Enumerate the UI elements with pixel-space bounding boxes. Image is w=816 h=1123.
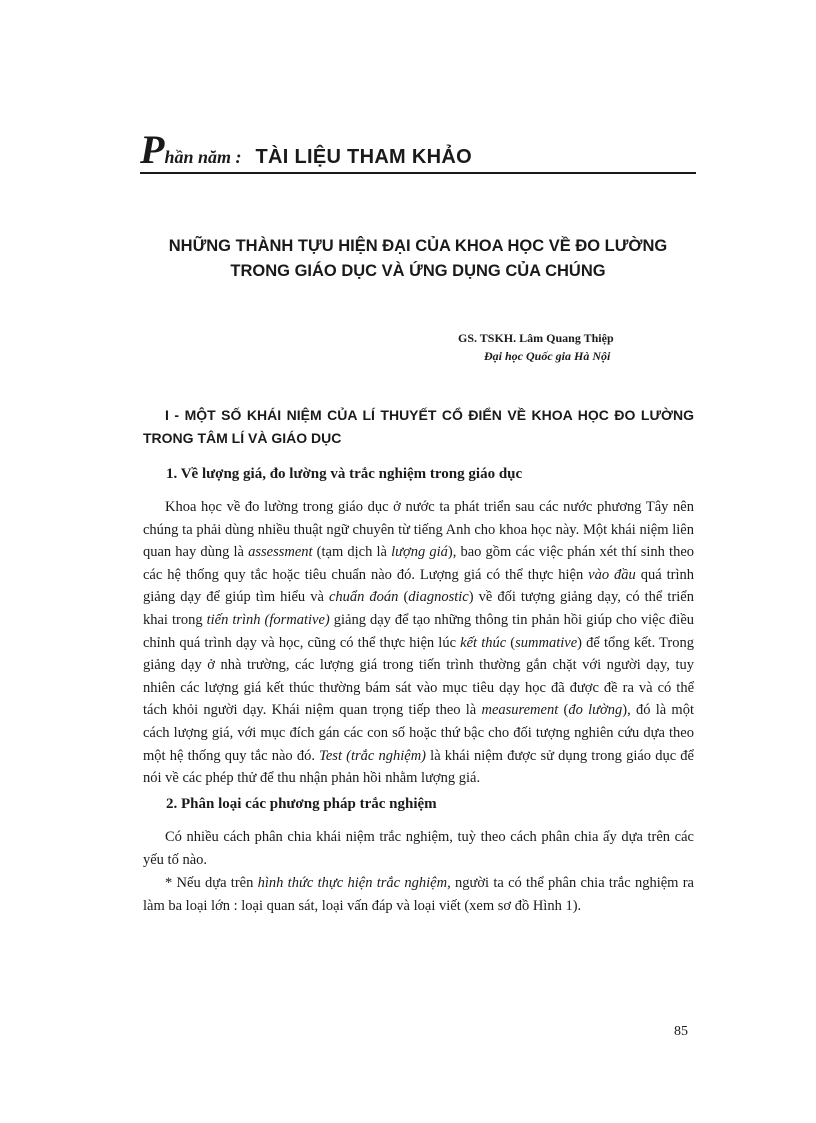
author-affiliation: Đại học Quốc gia Hà Nội <box>484 349 611 363</box>
paragraph-forms: * Nếu dựa trên hình thức thực hiện trắc nghiệm, người ta có thể phân chia trắc nghiệm ra làm ba loại lớn : loại quan sát, loại vấn đáp và loại viết (xem sơ đồ Hình 1). <box>143 875 694 914</box>
subsection-heading-1: 1. Về lượng giá, đo lường và trắc nghiệm trong giáo dục <box>166 466 523 482</box>
article-title <box>120 234 716 284</box>
paragraph-classification: Có nhiều cách phân chia khái niệm trắc nghiệm, tuỳ theo cách phân chia ấy dựa trên các yếu tố nào. <box>143 829 694 868</box>
page-number: 85 <box>674 1024 688 1039</box>
author-name: GS. TSKH. Lâm Quang Thiệp <box>458 331 614 345</box>
part-label: hần năm : <box>164 147 242 167</box>
part-initial: P <box>140 127 165 172</box>
part-title: TÀI LIỆU THAM KHẢO <box>255 146 472 168</box>
part-header <box>140 126 700 173</box>
paragraph-lead: Khoa học về đo lường trong giáo dục ở nước ta phát triển sau các nước phương Tây nên chúng ta phải dùng nhiều thuật ngữ chuyên từ tiếng Anh cho khoa học này. Một khái niệm liên quan hay dùng là assessment (tạm dịch là lượng giá), bao gồm các việc phán xét thí sinh theo các hệ thống quy tắc hoặc tiêu chuẩn nào đó. Lượng giá có thể thực hiện vào đầu quá trình giảng dạy để giúp tìm hiểu và chuẩn đoán (diagnostic) về đối tượng giảng dạy, có thể triển khai trong tiến trình (formative) giảng dạy để tạo những thông tin phản hồi giúp cho việc điều chỉnh quá trình dạy và học, cũng có thể thực hiện lúc kết thúc (summative) để tổng kết. Trong giảng dạy ở nhà trường, các lượng giá trong tiến trình thường gắn chặt với người dạy, tuy nhiên các lượng giá kết thúc thường bám sát vào mục tiêu dạy học đã được đề ra và có thể tách khỏi người dạy. Khái niệm quan trọng tiếp theo là measurement (đo lường), đó là một cách lượng giá, với mục đích gán các con số hoặc thứ bậc cho đối tượng nghiên cứu dựa theo một hệ thống quy tắc nào đó. Test (trắc nghiệm) là khái niệm được sử dụng trong giáo dục để nói về các phép thử để thu nhận phản hồi nhằm lượng giá. <box>143 499 695 787</box>
article-title-line-2: TRONG GIÁO DỤC VÀ ỨNG DỤNG CỦA CHÚNG <box>230 262 606 280</box>
article-title-line-1: NHỮNG THÀNH TỰU HIỆN ĐẠI CỦA KHOA HỌC VỀ ĐO LƯỜNG <box>168 237 668 255</box>
section-heading: I - MỘT SỐ KHÁI NIỆM CỦA LÍ THUYẾT CỔ ĐIỂN VỀ KHOA HỌC ĐO LƯỜNG TRONG TÂM LÍ VÀ GIÁO DỤC <box>143 407 694 446</box>
header-rule <box>140 172 696 174</box>
subsection-heading-2: 2. Phân loại các phương pháp trắc nghiệm <box>166 796 437 812</box>
